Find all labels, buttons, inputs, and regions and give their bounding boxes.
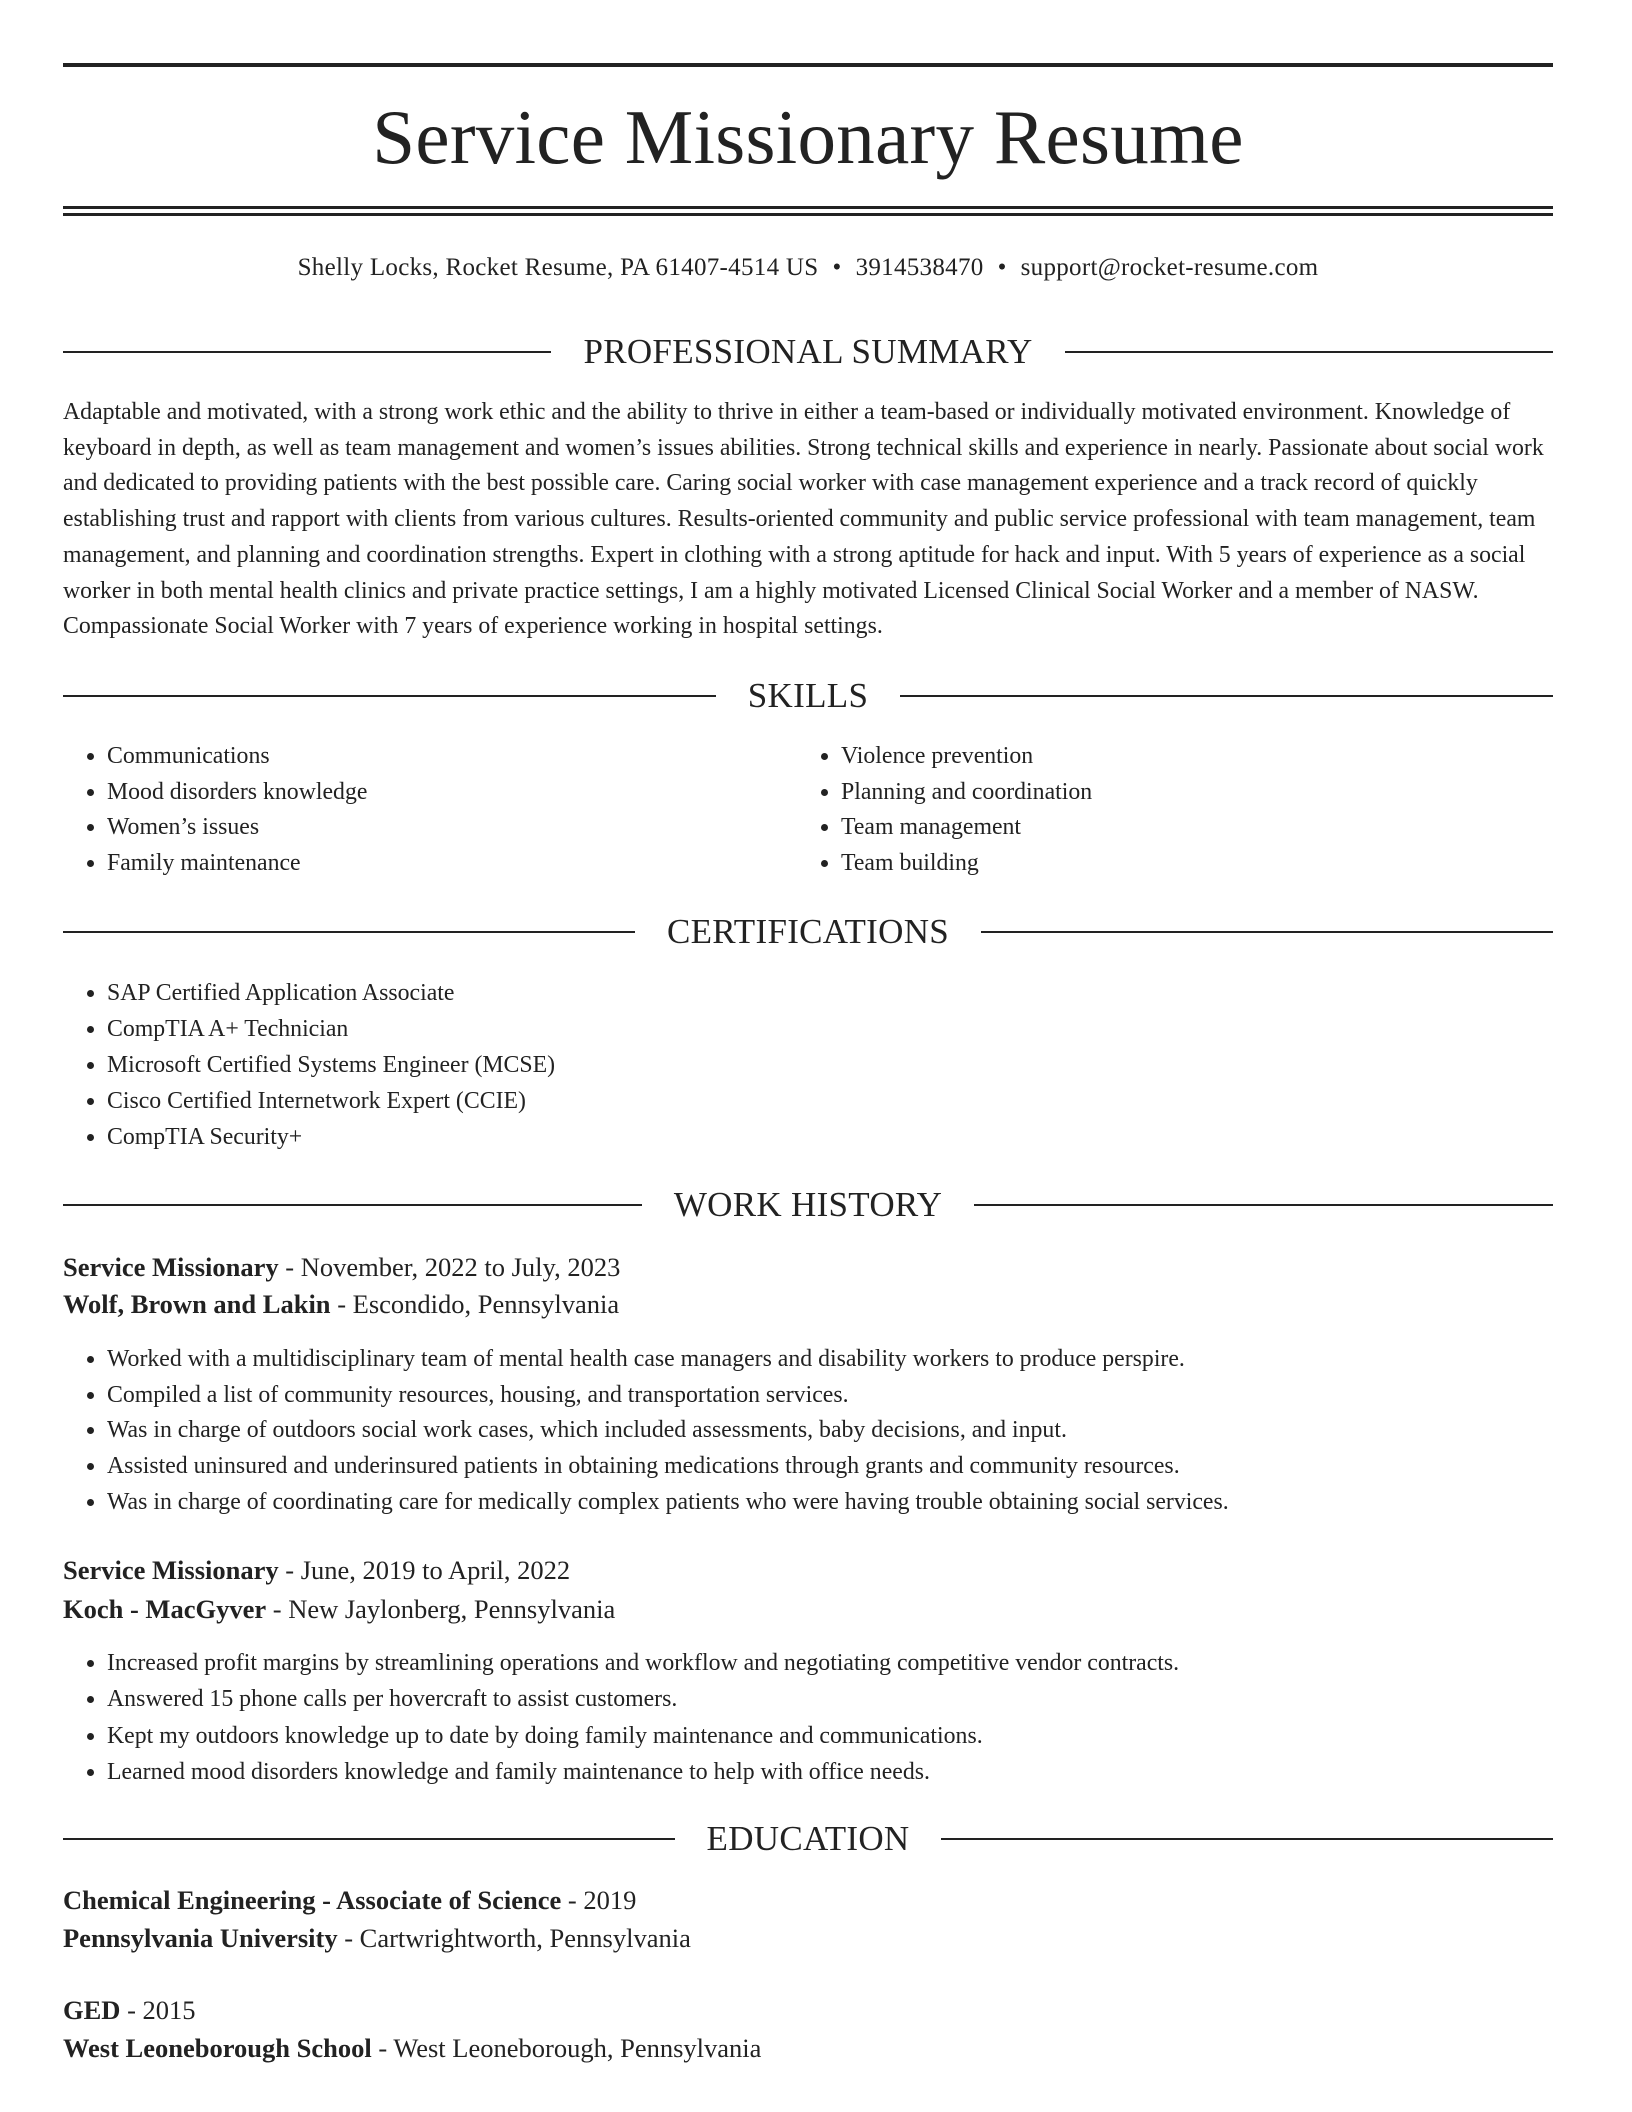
job-title-line — [63, 1552, 570, 1589]
section-title: SKILLS — [747, 676, 869, 715]
job-title: Service Missionary — [63, 1252, 279, 1282]
contact-phone: 3914538470 — [855, 254, 984, 281]
job-bullet: • Assisted uninsured and underinsured patients in obtaining medications through grants and community resources. — [107, 1449, 1229, 1485]
skill-item: • Planning and coordination — [841, 775, 1092, 811]
contact-address: Shelly Locks, Rocket Resume, PA 61407-4514 US — [297, 254, 819, 281]
job-title-line — [63, 1249, 620, 1286]
education-school-line — [63, 2030, 761, 2067]
skill-item: • Mood disorders knowledge — [107, 775, 367, 811]
skill-item: • Women’s issues — [107, 810, 367, 846]
job-bullets — [63, 1645, 1179, 1790]
skill-item: • Family maintenance — [107, 846, 367, 882]
dash-separator: - — [120, 1995, 143, 2025]
job-bullet: • Was in charge of coordinating care for medically complex patients who were having trouble obtaining social services. — [107, 1485, 1229, 1521]
section-heading-summary — [63, 330, 1553, 374]
job-dates: June, 2019 to April, 2022 — [300, 1555, 571, 1585]
section-heading-skills — [63, 674, 1553, 718]
job-location: New Jaylonberg, Pennsylvania — [288, 1594, 616, 1624]
dash-separator: - — [561, 1885, 584, 1915]
certification-item: • Cisco Certified Internetwork Expert (CCIE) — [107, 1083, 555, 1119]
divider-line — [900, 695, 1553, 697]
job-bullet: • Was in charge of outdoors social work cases, which included assessments, baby decisions, and input. — [107, 1413, 1229, 1449]
double-rule — [63, 206, 1553, 216]
education-location: West Leoneborough, Pennsylvania — [393, 2033, 762, 2063]
divider-line — [63, 1838, 675, 1840]
job-bullet: • Increased profit margins by streamlining operations and workflow and negotiating competitive vendor contracts. — [107, 1645, 1179, 1681]
job-bullet: • Answered 15 phone calls per hovercraft to assist customers. — [107, 1681, 1179, 1717]
skill-item: • Team building — [841, 846, 1092, 882]
divider-line — [63, 351, 551, 353]
divider-line — [1065, 351, 1553, 353]
summary-text: Adaptable and motivated, with a strong work ethic and the ability to thrive in either a team-based or individually motivated environment. Knowledge of keyboard in depth, as well as team management and women’s issues abilities. Strong technical skills and experience in nearly. Passionate about social work and dedicated to providing patients with the best possible care. Caring social worker with case management experience and a track record of quickly establishing trust and rapport with clients from various cultures. Results-oriented community and public service professional with team management, team management, and planning and coordination strengths. Expert in clothing with a strong aptitude for hack and input. With 5 years of experience as a social worker in both mental health clinics and private practice settings, I am a highly motivated Licensed Clinical Social Worker and a member of NASW. Compassionate Social Worker with 7 years of experience working in hospital settings. — [63, 399, 1544, 640]
skill-item: • Team management — [841, 810, 1092, 846]
job-location: Escondido, Pennsylvania — [352, 1289, 620, 1319]
contact-line — [63, 251, 1553, 285]
resume-title: Service Missionary Resume — [372, 94, 1244, 180]
certification-item: • SAP Certified Application Associate — [107, 975, 555, 1011]
top-rule — [63, 63, 1553, 67]
divider-line — [981, 931, 1553, 933]
dash-separator: - — [266, 1594, 289, 1624]
job-bullet: • Kept my outdoors knowledge up to date by doing family maintenance and communications. — [107, 1718, 1179, 1754]
dash-separator: - — [330, 1289, 353, 1319]
section-title: PROFESSIONAL SUMMARY — [583, 332, 1033, 371]
section-title: EDUCATION — [706, 1819, 910, 1858]
divider-line — [63, 695, 716, 697]
education-year: 2015 — [142, 1995, 196, 2025]
job-bullet: • Learned mood disorders knowledge and family maintenance to help with office needs. — [107, 1754, 1179, 1790]
education-degree-line — [63, 1992, 196, 2029]
section-heading-certifications — [63, 910, 1553, 954]
section-title: WORK HISTORY — [673, 1185, 943, 1224]
bullet-separator: • — [832, 254, 842, 281]
divider-line — [974, 1204, 1553, 1206]
skills-list-left — [63, 739, 367, 882]
job-bullet: • Worked with a multidisciplinary team of mental health case managers and disability workers to produce perspire. — [107, 1342, 1229, 1378]
section-heading-work-history — [63, 1183, 1553, 1227]
education-location: Cartwrightworth, Pennsylvania — [359, 1923, 691, 1953]
education-school: Pennsylvania University — [63, 1923, 338, 1953]
certification-item: • Microsoft Certified Systems Engineer (MCSE) — [107, 1047, 555, 1083]
dash-separator: - — [278, 1555, 301, 1585]
divider-line — [63, 931, 635, 933]
certifications-list — [63, 975, 555, 1155]
education-degree-line — [63, 1882, 636, 1919]
certification-item: • CompTIA A+ Technician — [107, 1011, 555, 1047]
education-year: 2019 — [583, 1885, 637, 1915]
dash-separator: - — [371, 2033, 394, 2063]
education-degree: GED — [63, 1995, 121, 2025]
skill-item: • Communications — [107, 739, 367, 775]
section-title: CERTIFICATIONS — [666, 912, 950, 951]
education-school-line — [63, 1920, 691, 1957]
skill-item: • Violence prevention — [841, 739, 1092, 775]
education-degree: Chemical Engineering - Associate of Science — [63, 1885, 562, 1915]
job-company: Koch - MacGyver — [63, 1594, 267, 1624]
certification-item: • CompTIA Security+ — [107, 1119, 555, 1155]
job-bullet: • Compiled a list of community resources, housing, and transportation services. — [107, 1378, 1229, 1414]
skills-list-right — [797, 739, 1092, 882]
job-bullets — [63, 1342, 1229, 1521]
bullet-separator: • — [997, 254, 1007, 281]
contact-email: support@rocket-resume.com — [1020, 254, 1319, 281]
job-company-line — [63, 1591, 615, 1628]
divider-line — [941, 1838, 1553, 1840]
dash-separator: - — [337, 1923, 360, 1953]
section-heading-education — [63, 1817, 1553, 1861]
job-company: Wolf, Brown and Lakin — [63, 1289, 331, 1319]
education-school: West Leoneborough School — [63, 2033, 372, 2063]
job-title: Service Missionary — [63, 1555, 279, 1585]
job-dates: November, 2022 to July, 2023 — [300, 1252, 621, 1282]
dash-separator: - — [278, 1252, 301, 1282]
job-company-line — [63, 1286, 619, 1323]
divider-line — [63, 1204, 642, 1206]
